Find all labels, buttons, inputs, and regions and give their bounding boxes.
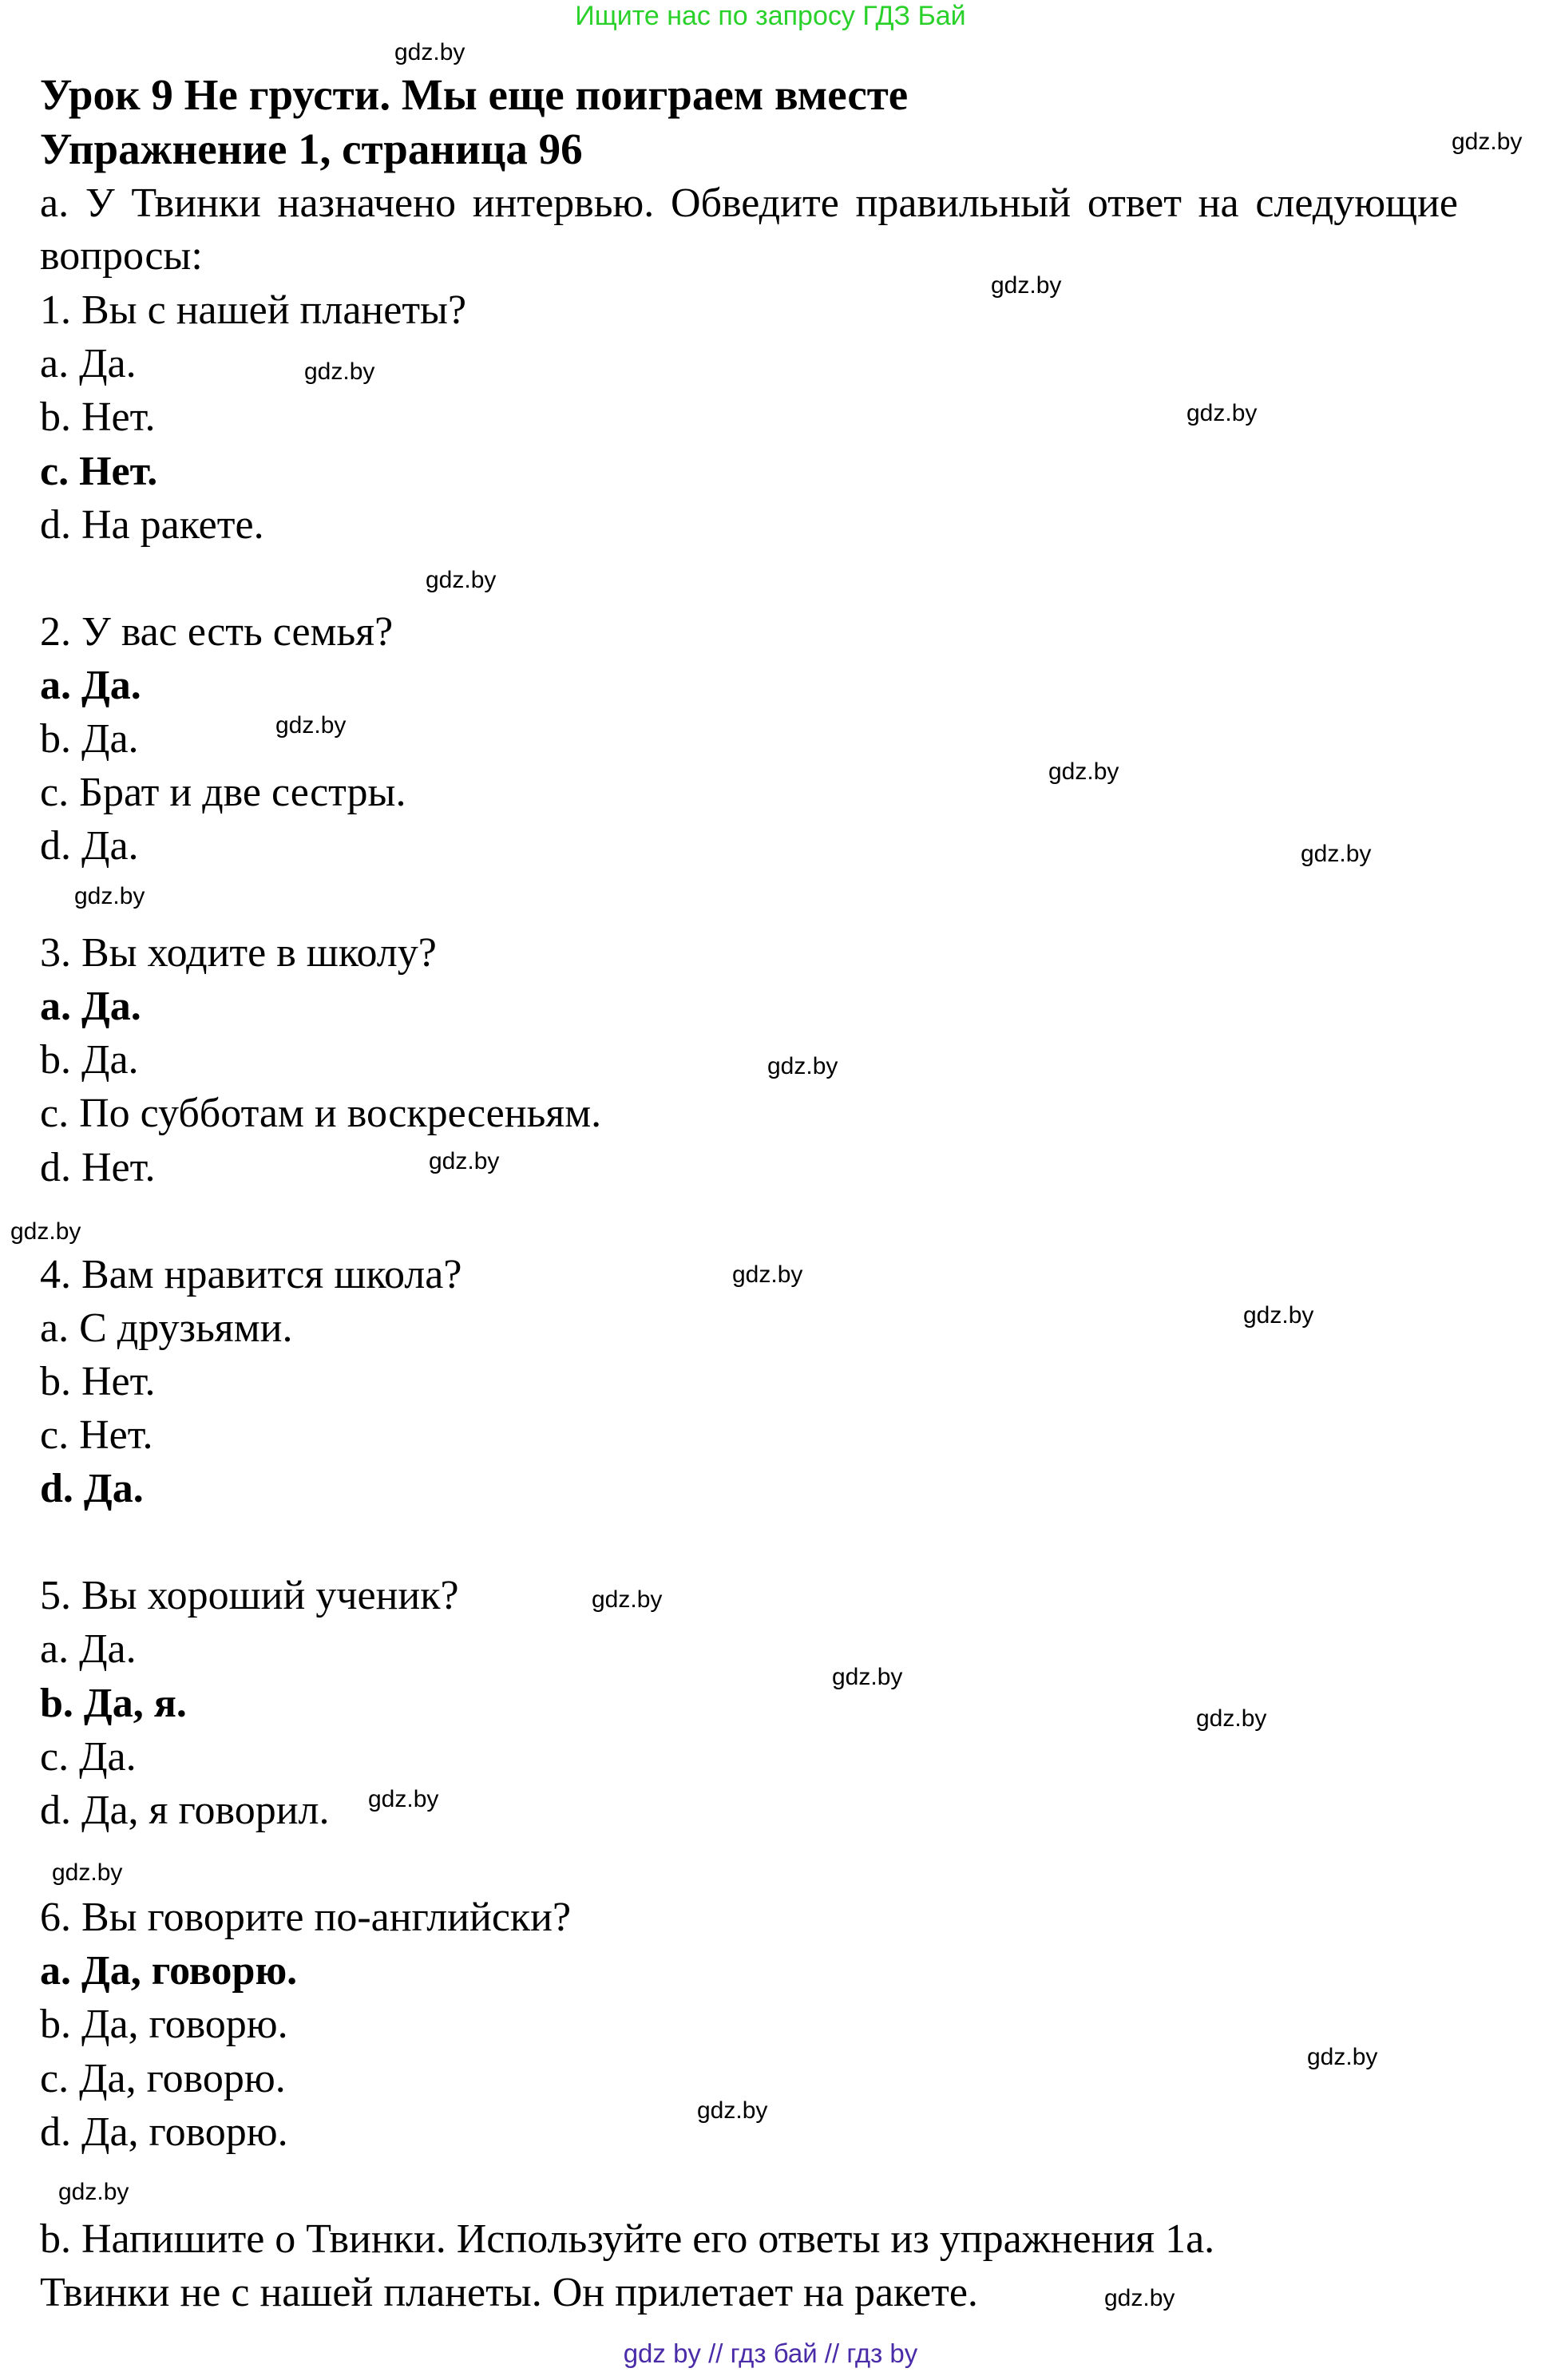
watermark: gdz.by [1452, 129, 1523, 155]
q2-option-b: b. Да. [40, 716, 139, 762]
question-6: 6. Вы говорите по-английски? [40, 1895, 572, 1940]
q6-option-c: c. Да, говорю. [40, 2056, 286, 2101]
lesson-title: Урок 9 Не грусти. Мы еще поиграем вместе [40, 70, 909, 119]
q5-option-d: d. Да, я говорил. [40, 1788, 330, 1833]
watermark: gdz.by [275, 712, 347, 739]
watermark: gdz.by [52, 1859, 123, 1886]
watermark: gdz.by [991, 272, 1062, 299]
watermark: gdz.by [426, 567, 497, 593]
q6-option-a-correct: a. Да, говорю. [40, 1948, 298, 1994]
watermark: gdz.by [832, 1664, 903, 1690]
q3-option-a-correct: a. Да. [40, 984, 141, 1029]
q3-option-c: c. По субботам и воскресеньям. [40, 1091, 602, 1136]
watermark: gdz.by [697, 2097, 768, 2124]
q3-option-b: b. Да. [40, 1037, 139, 1083]
watermark: gdz.by [767, 1053, 838, 1079]
q5-option-b-correct: b. Да, я. [40, 1681, 187, 1726]
q1-option-d: d. На ракете. [40, 502, 264, 548]
q6-option-d: d. Да, говорю. [40, 2109, 288, 2155]
watermark: gdz.by [304, 358, 375, 385]
watermark: gdz.by [394, 39, 465, 65]
q5-option-c: c. Да. [40, 1734, 137, 1780]
q3-option-d: d. Нет. [40, 1145, 156, 1190]
watermark: gdz.by [732, 1261, 803, 1288]
q2-option-d: d. Да. [40, 823, 139, 869]
q2-option-a-correct: a. Да. [40, 663, 141, 708]
q5-option-a: a. Да. [40, 1626, 137, 1672]
q4-option-d-correct: d. Да. [40, 1466, 144, 1511]
watermark: gdz.by [1186, 400, 1258, 426]
question-3: 3. Вы ходите в школу? [40, 930, 437, 976]
watermark: gdz.by [10, 1218, 81, 1245]
watermark: gdz.by [1196, 1705, 1267, 1732]
part-b-task: b. Напишите о Твинки. Используйте его ответы из упражнения 1a. [40, 2216, 1215, 2262]
top-banner: Ищите нас по запросу ГДЗ Бай [575, 1, 966, 31]
watermark: gdz.by [1307, 2044, 1378, 2070]
watermark: gdz.by [1104, 2285, 1175, 2311]
watermark: gdz.by [58, 2179, 129, 2205]
watermark: gdz.by [1301, 841, 1372, 867]
question-5: 5. Вы хороший ученик? [40, 1573, 459, 1618]
footer-links: gdz by // гдз бай // гдз by [623, 2338, 918, 2368]
q6-option-b: b. Да, говорю. [40, 2002, 288, 2047]
question-1: 1. Вы с нашей планеты? [40, 287, 467, 333]
watermark: gdz.by [592, 1586, 663, 1613]
exercise-title: Упражнение 1, страница 96 [40, 125, 583, 173]
q4-option-a: a. С друзьями. [40, 1305, 293, 1351]
exercise-intro: а. У Твинки назначено интервью. Обведите правильный ответ на следующие вопросы: [40, 180, 1458, 279]
q4-option-b: b. Нет. [40, 1359, 156, 1404]
question-2: 2. У вас есть семья? [40, 609, 394, 655]
q1-option-b: b. Нет. [40, 394, 156, 440]
watermark: gdz.by [1243, 1302, 1314, 1329]
question-4: 4. Вам нравится школа? [40, 1252, 462, 1297]
watermark: gdz.by [74, 883, 145, 909]
watermark: gdz.by [1048, 758, 1119, 785]
q2-option-c: c. Брат и две сестры. [40, 770, 406, 815]
q1-option-c-correct: c. Нет. [40, 449, 158, 494]
watermark: gdz.by [429, 1148, 500, 1174]
q4-option-c: c. Нет. [40, 1412, 153, 1458]
part-b-answer: Твинки не с нашей планеты. Он прилетает на ракете. [40, 2270, 978, 2315]
q1-option-a: a. Да. [40, 341, 137, 386]
watermark: gdz.by [368, 1786, 439, 1812]
